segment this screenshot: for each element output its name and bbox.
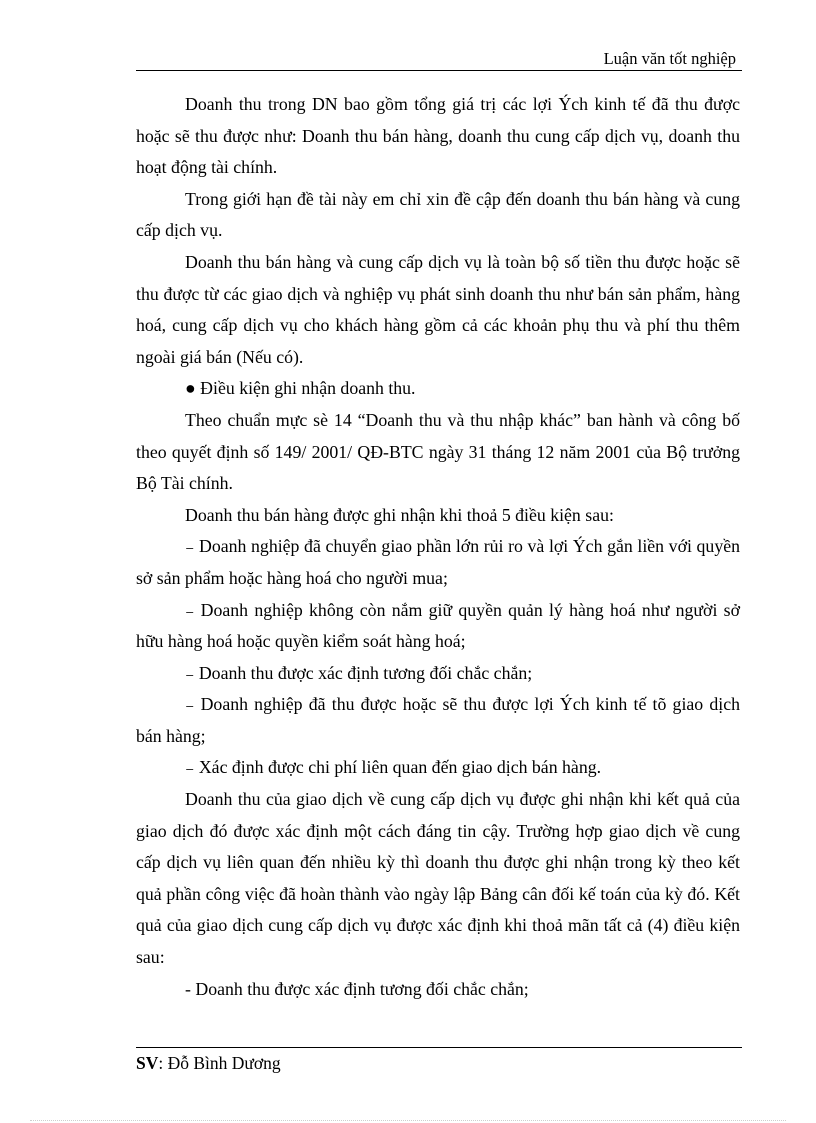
list-item: ₋ Doanh nghiệp đã chuyển giao phần lớn rủi ro và lợi Ých gắn liền với quyền sở sản phẩm hoặc hàng hoá cho người mua; <box>136 536 740 588</box>
paragraph: Trong giới hạn đề tài này em chỉ xin đề cập đến doanh thu bán hàng và cung cấp dịch vụ. <box>136 188 740 241</box>
list-item: ₋ Xác định được chi phí liên quan đến giao dịch bán hàng. <box>185 757 602 778</box>
paragraph: Theo chuẩn mực sè 14 “Doanh thu và thu nhập khác” ban hành và công bố theo quyết định số 149/ 2001/ QĐ-BTC ngày 31 tháng 12 năm 2001 của Bộ trưởng Bộ Tài chính. <box>136 409 740 494</box>
header-divider <box>136 70 742 71</box>
header-title: Luận văn tốt nghiệp <box>603 49 736 68</box>
document-body <box>136 89 740 1005</box>
list-item: ₋ Doanh thu được xác định tương đối chắc chắn; <box>185 662 533 683</box>
paragraph: Doanh thu trong DN bao gồm tổng giá trị các lợi Ých kinh tế đã thu được hoặc sẽ thu được như: Doanh thu bán hàng, doanh thu cung cấp dịch vụ, doanh thu hoạt động tài chính. <box>136 94 740 178</box>
page-bottom-divider <box>30 1120 786 1121</box>
paragraph: Doanh thu bán hàng và cung cấp dịch vụ là toàn bộ số tiền thu được hoặc sẽ thu được từ các giao dịch và nghiệp vụ phát sinh doanh thu như bán sản phẩm, hàng hoá, cung cấp dịch vụ cho khách hàng gồm cả các khoản phụ thu và phí thu thêm ngoài giá bán (Nếu có). <box>136 251 740 367</box>
list-item: ₋ Doanh nghiệp đã thu được hoặc sẽ thu được lợi Ých kinh tế tõ giao dịch bán hàng; <box>136 694 740 746</box>
footer-label: SV <box>136 1053 159 1073</box>
paragraph: Doanh thu của giao dịch về cung cấp dịch vụ được ghi nhận khi kết quả của giao dịch đó được xác định một cách đáng tin cậy. Trường hợp giao dịch về cung cấp dịch vụ liên quan đến nhiều kỳ thì doanh thu được ghi nhận trong kỳ theo kết quả phần công việc đã hoàn thành vào ngày lập Bảng cân đối kế toán của kỳ đó. Kết quả của giao dịch cung cấp dịch vụ được xác định khi thoả mãn tất cả (4) điều kiện sau: <box>136 789 740 968</box>
paragraph: Doanh thu bán hàng được ghi nhận khi thoả 5 điều kiện sau: <box>185 504 614 525</box>
footer-author-name: : Đỗ Bình Dương <box>158 1053 281 1073</box>
footer-divider <box>136 1047 742 1048</box>
list-item: ₋ Doanh nghiệp không còn nắm giữ quyền quản lý hàng hoá như người sở hữu hàng hoá hoặc quyền kiểm soát hàng hoá; <box>136 599 740 652</box>
page-footer <box>136 1053 281 1074</box>
bullet-heading: ● Điều kiện ghi nhận doanh thu. <box>185 378 416 399</box>
page-header <box>136 49 742 71</box>
list-item: - Doanh thu được xác định tương đối chắc chắn; <box>185 978 529 999</box>
